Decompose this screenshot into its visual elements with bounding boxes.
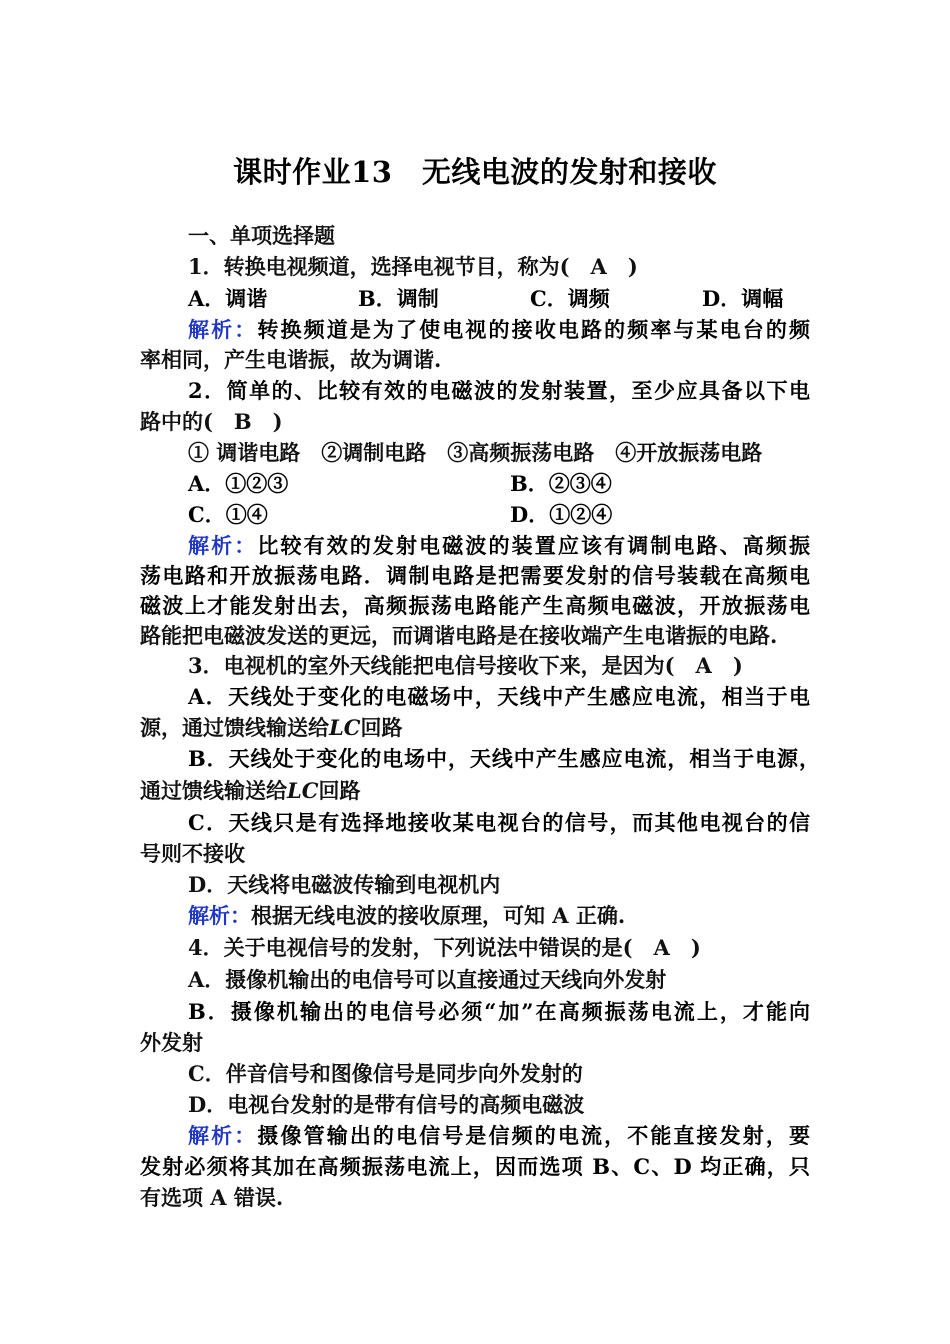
q2-items: ① 调谐电路 ②调制电路 ③高频振荡电路 ④开放振荡电路 <box>188 440 763 465</box>
q1-option-c: C．调频 <box>530 286 610 311</box>
q3-analysis <box>188 902 625 930</box>
q1-option-a: A．调谐 <box>188 286 268 311</box>
q2-stem-line1: 2．简单的、比较有效的电磁波的发射装置，至少应具备以下电 <box>188 378 810 403</box>
q2-stem-line2: 路中的( B ) <box>140 409 283 434</box>
q2-option-c: C．①④ <box>188 502 268 527</box>
q1-option-b: B．调制 <box>358 286 439 311</box>
q3-option-a-text: 源，通过馈线输送给 <box>140 715 329 740</box>
q3-option-b-tail: 回路 <box>318 778 361 803</box>
q1-option-d: D．调幅 <box>702 286 784 311</box>
q3-option-a-tail: 回路 <box>360 715 403 740</box>
q3-analysis-text: 根据无线电波的接收原理，可知 A 正确. <box>251 903 626 928</box>
q1-stem: 1．转换电视频道，选择电视节目，称为( A ) <box>188 254 638 279</box>
q4-option-b-line1: B．摄像机输出的电信号必须“加”在高频振荡电流上，才能向 <box>188 999 810 1024</box>
q2-option-a: A．①②③ <box>188 471 289 496</box>
q4-analysis-line1 <box>188 1122 810 1150</box>
lc-symbol: LC <box>287 778 319 803</box>
q2-option-d: D．①②④ <box>510 502 613 527</box>
q4-option-d: D．电视台发射的是带有信号的高频电磁波 <box>188 1092 585 1117</box>
lc-symbol: LC <box>329 715 361 740</box>
q1-analysis-line1 <box>188 316 810 344</box>
q3-option-b-line1: B．天线处于变化的电场中，天线中产生感应电流，相当于电源， <box>188 746 820 771</box>
q4-option-b-line2: 外发射 <box>140 1030 203 1055</box>
analysis-label: 解析： <box>188 533 258 558</box>
q4-option-a: A．摄像机输出的电信号可以直接通过天线向外发射 <box>188 967 667 992</box>
q1-analysis-line2: 率相同，产生电谐振，故为调谐. <box>140 347 442 372</box>
analysis-label: 解析： <box>188 1123 258 1148</box>
q4-analysis-text: 摄像管输出的电信号是信频的电流，不能直接发射，要 <box>257 1123 811 1148</box>
q4-analysis-line2: 发射必须将其加在高频振荡电流上，因而选项 B、C、D 均正确，只 <box>140 1154 810 1179</box>
q2-analysis-line1 <box>188 532 810 560</box>
analysis-label: 解析： <box>188 903 251 928</box>
q3-option-c-line2: 号则不接收 <box>140 841 245 866</box>
q2-option-b: B．②③④ <box>510 471 612 496</box>
q3-option-a-line1: A．天线处于变化的电磁场中，天线中产生感应电流，相当于电 <box>188 684 810 709</box>
q3-option-a-line2 <box>140 714 402 742</box>
q1-analysis-text: 转换频道是为了使电视的接收电路的频率与某电台的频 <box>257 317 811 342</box>
q4-option-c: C．伴音信号和图像信号是同步向外发射的 <box>188 1061 583 1086</box>
q2-analysis-line3: 磁波上才能发射出去，高频振荡电路能产生高频电磁波，开放振荡电 <box>140 593 810 618</box>
q2-analysis-line2: 荡电路和开放振荡电路．调制电路是把需要发射的信号装载在高频电 <box>140 563 810 588</box>
q4-stem: 4．关于电视信号的发射，下列说法中错误的是( A ) <box>188 935 701 960</box>
q2-analysis-text: 比较有效的发射电磁波的装置应该有调制电路、高频振 <box>257 533 811 558</box>
q3-option-d: D．天线将电磁波传输到电视机内 <box>188 872 501 897</box>
page-title: 课时作业13 无线电波的发射和接收 <box>233 155 717 189</box>
q3-option-c-line1: C．天线只是有选择地接收某电视台的信号，而其他电视台的信 <box>188 810 810 835</box>
q2-analysis-line4: 路能把电磁波发送的更远，而调谐电路是在接收端产生电谐振的电路. <box>140 623 778 648</box>
q4-analysis-line3: 有选项 A 错误. <box>140 1185 284 1210</box>
analysis-label: 解析： <box>188 317 258 342</box>
section-heading: 一、单项选择题 <box>188 223 335 248</box>
q3-stem: 3．电视机的室外天线能把电信号接收下来，是因为( A ) <box>188 653 743 678</box>
q3-option-b-text: 通过馈线输送给 <box>140 778 287 803</box>
q3-option-b-line2 <box>140 777 360 805</box>
